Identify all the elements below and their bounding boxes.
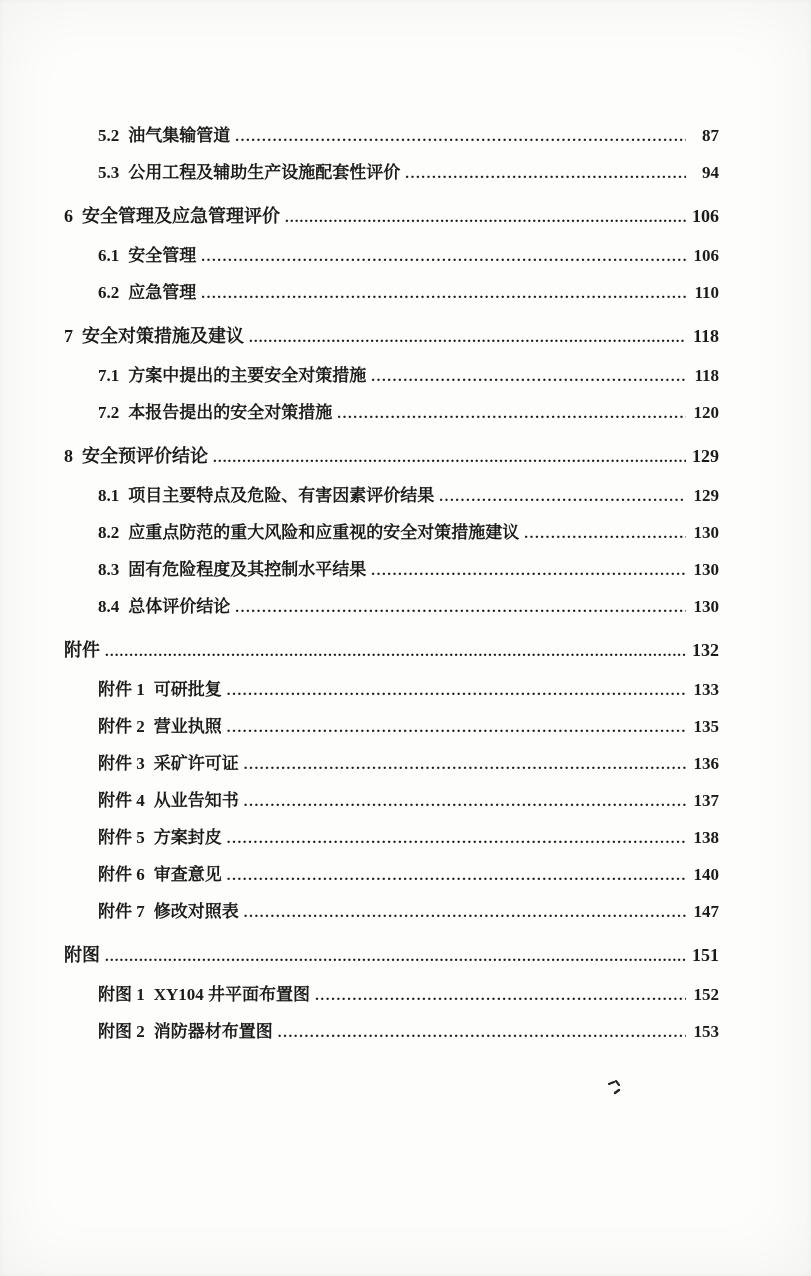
toc-entry-number: 5.2 [98,126,120,145]
toc-entry [64,903,719,921]
dot-leader [227,681,686,700]
toc-entry-title: 方案封皮 [153,828,222,847]
toc-entry-number: 8.1 [98,486,120,505]
toc-entry-title: 本报告提出的安全对策措施 [128,403,333,422]
toc-entry-title: 油气集输管道 [128,126,231,145]
toc-entry-page-number: 138 [693,828,719,847]
toc-entry-page-number: 106 [693,246,719,265]
dot-leader [278,1023,686,1042]
toc-entry-title: 总体评价结论 [128,597,231,616]
toc-entry-title: 应急管理 [128,283,197,302]
toc-entry [64,561,719,579]
toc-entry-page-number: 152 [693,985,719,1004]
toc-entry-page-number: 129 [692,446,719,466]
toc-entry-page-number: 133 [693,680,719,699]
dot-leader [227,718,686,737]
toc-entry-number: 6 [64,206,73,226]
toc-entry-number: 7.1 [98,366,120,385]
dot-leader [244,792,686,811]
toc-entry-title: 附图 [64,945,100,965]
toc-entry-page-number: 130 [693,597,719,616]
dot-leader [371,367,686,386]
toc-entry [64,792,719,810]
toc-entry-number: 附件 5 [98,828,145,847]
toc-entry-page-number: 87 [702,126,719,145]
dot-leader [524,524,686,543]
toc-entry [64,327,719,345]
toc-list [64,127,719,1041]
toc-entry-title: 修改对照表 [153,902,239,921]
dot-leader [337,404,686,423]
toc-entry-number: 7.2 [98,403,120,422]
toc-entry-page-number: 151 [692,945,719,965]
dot-leader [227,866,686,885]
toc-entry-number: 附件 1 [98,680,145,699]
dot-leader [105,946,686,966]
toc-entry-title: 项目主要特点及危险、有害因素评价结果 [128,486,435,505]
toc-entry [64,755,719,773]
toc-entry-page-number: 136 [693,754,719,773]
toc-entry [64,641,719,659]
dot-leader [315,986,686,1005]
dot-leader [244,755,686,774]
toc-entry [64,487,719,505]
toc-entry [64,447,719,465]
toc-entry-number: 7 [64,326,73,346]
dot-leader [439,487,686,506]
toc-entry-title: 附件 [64,640,100,660]
toc-entry-number: 附件 6 [98,865,145,884]
toc-entry-title: 安全对策措施及建议 [82,326,244,346]
toc-entry-number: 附件 3 [98,754,145,773]
dot-leader [244,903,686,922]
toc-entry-page-number: 110 [694,283,719,302]
toc-entry-title: 采矿许可证 [153,754,239,773]
toc-entry-number: 8 [64,446,73,466]
dot-leader [235,127,686,146]
dot-leader [285,207,686,227]
dot-leader [235,598,686,617]
toc-entry-number: 附图 2 [98,1022,145,1041]
dot-leader [371,561,686,580]
toc-entry-title: 营业执照 [153,717,222,736]
toc-entry-page-number: 137 [693,791,719,810]
toc-entry [64,524,719,542]
toc-entry-page-number: 130 [693,560,719,579]
toc-entry-page-number: 153 [693,1022,719,1041]
toc-entry [64,681,719,699]
dot-leader [249,327,686,347]
toc-entry [64,1023,719,1041]
toc-entry-page-number: 120 [693,403,719,422]
toc-entry-page-number: 130 [693,523,719,542]
toc-entry [64,404,719,422]
toc-entry-number: 8.2 [98,523,120,542]
toc-entry-number: 8.4 [98,597,120,616]
toc-entry-number: 附件 7 [98,902,145,921]
toc-entry-number: 附图 1 [98,985,145,1004]
toc-entry [64,207,719,225]
toc-entry [64,866,719,884]
dot-leader [227,829,686,848]
toc-entry [64,247,719,265]
toc-entry [64,598,719,616]
ink-smudge-mark [606,1076,628,1102]
toc-entry [64,284,719,302]
dot-leader [201,247,686,266]
toc-entry-page-number: 94 [702,163,719,182]
toc-entry-number: 8.3 [98,560,120,579]
toc-entry [64,946,719,964]
toc-entry-page-number: 132 [692,640,719,660]
toc-entry-title: 固有危险程度及其控制水平结果 [128,560,367,579]
toc-entry [64,127,719,145]
toc-entry-title: 审查意见 [153,865,222,884]
toc-entry [64,986,719,1004]
toc-entry-page-number: 106 [692,206,719,226]
toc-entry [64,829,719,847]
toc-entry-number: 附件 2 [98,717,145,736]
toc-entry-number: 6.2 [98,283,120,302]
toc-entry-page-number: 147 [693,902,719,921]
dot-leader [105,641,686,661]
toc-entry-title: 可研批复 [153,680,222,699]
toc-entry-page-number: 118 [692,326,719,346]
toc-entry-title: 应重点防范的重大风险和应重视的安全对策措施建议 [128,523,520,542]
toc-entry-title: 安全管理 [128,246,197,265]
toc-entry-title: XY104 井平面布置图 [153,985,311,1004]
toc-entry-title: 安全管理及应急管理评价 [82,206,280,226]
toc-entry-number: 附件 4 [98,791,145,810]
toc-entry-number: 6.1 [98,246,120,265]
toc-entry-page-number: 118 [694,366,719,385]
toc-entry-title: 从业告知书 [153,791,239,810]
toc-entry-title: 方案中提出的主要安全对策措施 [128,366,367,385]
toc-entry-page-number: 129 [693,486,719,505]
dot-leader [405,164,686,183]
toc-entry-number: 5.3 [98,163,120,182]
toc-entry [64,367,719,385]
toc-entry-page-number: 135 [693,717,719,736]
dot-leader [201,284,686,303]
toc-entry [64,718,719,736]
toc-entry-title: 公用工程及辅助生产设施配套性评价 [128,163,401,182]
toc-entry-page-number: 140 [693,865,719,884]
toc-entry-title: 安全预评价结论 [82,446,208,466]
toc-entry-title: 消防器材布置图 [153,1022,273,1041]
toc-entry [64,164,719,182]
dot-leader [213,447,686,467]
